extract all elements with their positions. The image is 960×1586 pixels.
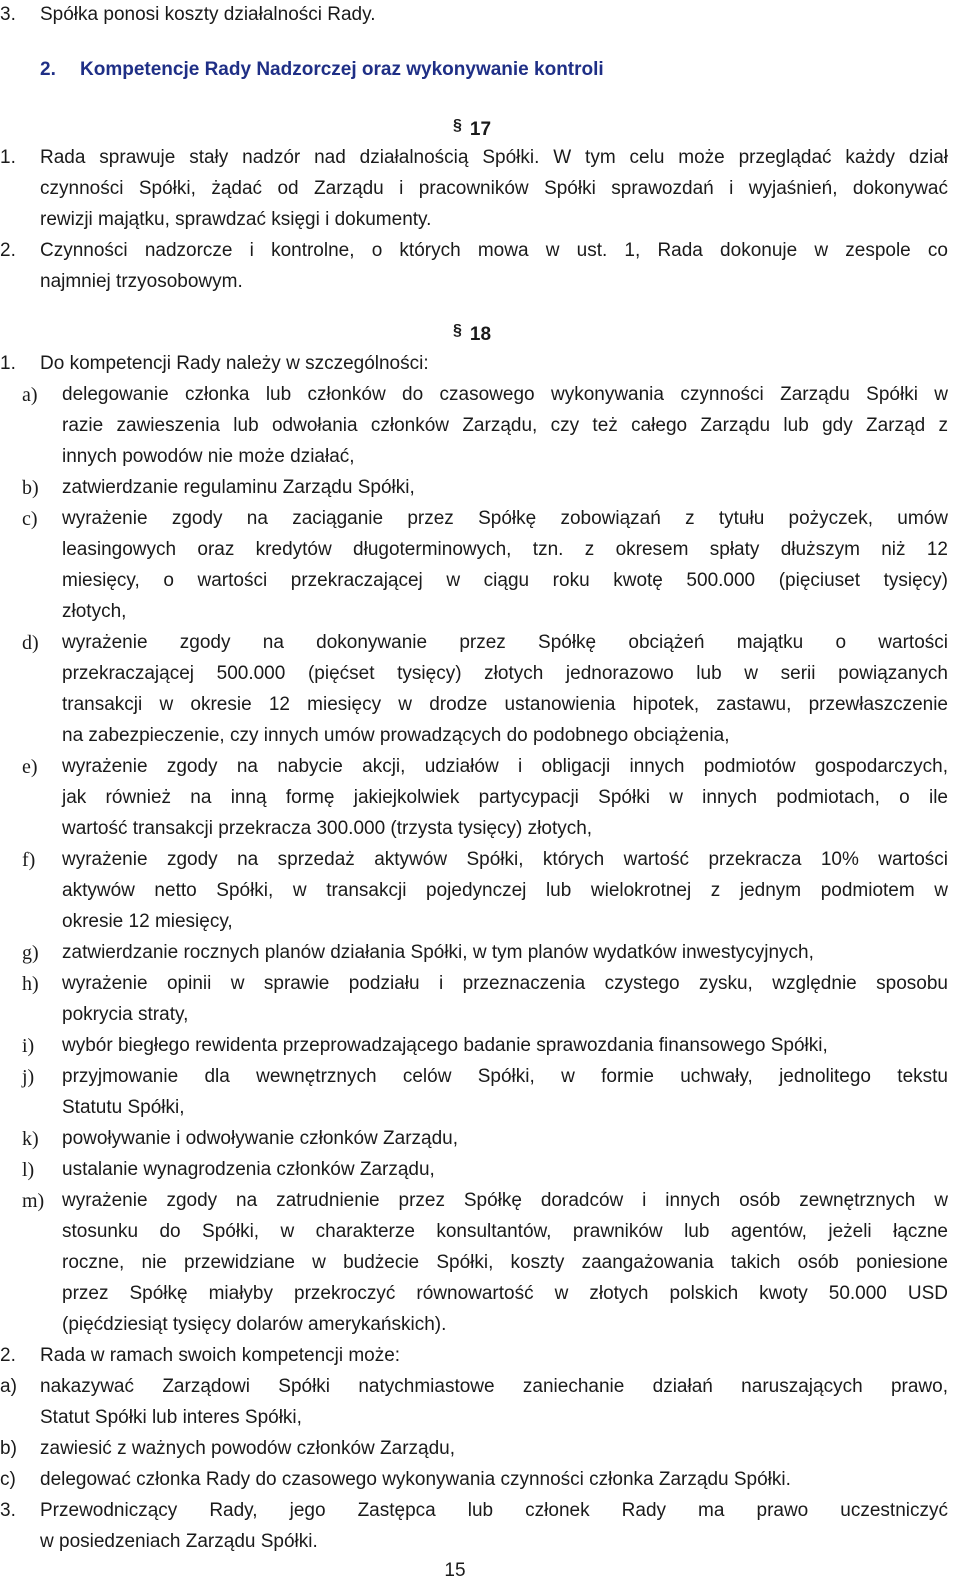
par18-p2-intro	[0, 1341, 960, 1371]
list-text: jak również na inną formę jakiejkolwiek partycypacji Spółki w innych podmiotach, o ile	[62, 787, 948, 808]
list-text: wyrażenie zgody na sprzedaż aktywów Spółki, których wartość przekracza 10% wartości	[62, 849, 948, 870]
point-number: 1.	[0, 353, 16, 374]
list-label: e)	[22, 756, 38, 778]
list-item-h	[0, 969, 960, 999]
p2-list-item-a-cont	[0, 1403, 960, 1433]
list-item-b	[0, 473, 960, 503]
list-item-d-cont	[0, 721, 960, 751]
list-label: k)	[22, 1128, 39, 1150]
item-3	[0, 0, 960, 30]
point-number: 2.	[0, 240, 16, 261]
list-item-a-cont	[0, 442, 960, 472]
list-text: innych powodów nie może działać,	[62, 446, 355, 467]
list-item-g	[0, 938, 960, 968]
list-text: wyrażenie zgody na zatrudnienie przez Spółkę doradców i innych osób zewnętrznych w	[62, 1190, 948, 1211]
item-number: 3.	[0, 4, 16, 25]
list-text: wyrażenie zgody na zaciąganie przez Spółkę zobowiązań z tytułu pożyczek, umów	[62, 508, 948, 529]
list-text: przekraczającej 500.000 (pięćset tysięcy) złotych jednorazowo lub w serii powiązanych	[62, 663, 948, 684]
point-number: 1.	[0, 147, 16, 168]
list-item-f-cont	[0, 907, 960, 937]
p2-list-item-b	[0, 1434, 960, 1464]
list-item-c-cont	[0, 535, 960, 565]
paragraph-18-heading	[453, 320, 553, 350]
list-text: wartość transakcji przekracza 300.000 (trzysta tysięcy) złotych,	[62, 818, 593, 839]
list-item-d	[0, 628, 960, 658]
list-text: wyrażenie zgody na nabycie akcji, udziałów i obligacji innych podmiotów gospodarczych,	[62, 756, 948, 777]
list-item-m-cont	[0, 1248, 960, 1278]
page-number: 15	[444, 1560, 466, 1581]
par17-p1-line-1	[0, 143, 960, 173]
point-text: rewizji majątku, sprawdzać księgi i dokumenty.	[40, 209, 432, 230]
list-label: b)	[22, 477, 39, 499]
par17-p2-line-2	[0, 267, 960, 297]
list-item-d-cont	[0, 659, 960, 689]
list-text: na zabezpieczenie, czy innych umów prowadzących do podobnego obciążenia,	[62, 725, 730, 746]
paragraph-number: 18	[469, 324, 492, 345]
list-text: aktywów netto Spółki, w transakcji pojedynczej lub wielokrotnej z jednym podmiotem w	[62, 880, 948, 901]
list-item-e	[0, 752, 960, 782]
list-label: i)	[22, 1035, 35, 1057]
list-label: h)	[22, 973, 39, 995]
par17-p1-line-3	[0, 205, 960, 235]
list-item-a	[0, 380, 960, 410]
list-text: razie zawieszenia lub odwołania członków Zarządu, czy też całego Zarządu lub gdy Zarząd z	[62, 415, 948, 436]
list-item-f	[0, 845, 960, 875]
list-label: l)	[22, 1159, 35, 1181]
point-number: 3.	[0, 1500, 16, 1521]
list-label: a)	[0, 1376, 17, 1397]
list-text: wybór biegłego rewidenta przeprowadzającego badanie sprawozdania finansowego Spółki,	[62, 1035, 828, 1056]
section-title: Kompetencje Rady Nadzorczej oraz wykonywanie kontroli	[80, 59, 604, 80]
list-item-m	[0, 1186, 960, 1216]
par17-p1-line-2	[0, 174, 960, 204]
par17-p2-line-1	[0, 236, 960, 266]
list-label: m)	[22, 1190, 45, 1212]
list-text: roczne, nie przewidziane w budżecie Spółki, koszty zaangażowania takich osób poniesione	[62, 1252, 948, 1273]
list-text: Statut Spółki lub interes Spółki,	[40, 1407, 302, 1428]
list-text: stosunku do Spółki, w charakterze konsultantów, prawników lub agentów, jeżeli łączne	[62, 1221, 948, 1242]
point-text: Rada sprawuje stały nadzór nad działalnością Spółki. W tym celu może przeglądać każdy dział	[40, 147, 948, 168]
point-text: Przewodniczący Rady, jego Zastępca lub członek Rady ma prawo uczestniczyć	[40, 1500, 948, 1521]
list-label: c)	[22, 508, 38, 530]
list-item-e-cont	[0, 783, 960, 813]
paragraph-number: 17	[469, 119, 492, 140]
list-text: ustalanie wynagrodzenia członków Zarządu,	[62, 1159, 435, 1180]
list-text: miesięcy, o wartości przekraczającej w ciągu roku kwotę 500.000 (pięciuset tysięcy)	[62, 570, 948, 591]
point-text: najmniej trzyosobowym.	[40, 271, 243, 292]
list-item-a-cont	[0, 411, 960, 441]
point-number: 2.	[0, 1345, 16, 1366]
paragraph-17-heading	[453, 115, 553, 145]
list-item-f-cont	[0, 876, 960, 906]
list-label: j)	[22, 1066, 35, 1088]
list-text: (pięćdziesiąt tysięcy dolarów amerykańskich).	[62, 1314, 447, 1335]
list-label: g)	[22, 942, 39, 964]
list-item-j	[0, 1062, 960, 1092]
point-text: Rada w ramach swoich kompetencji może:	[40, 1345, 401, 1366]
list-text: złotych,	[62, 601, 127, 622]
section-sign: §	[453, 322, 462, 339]
list-item-c	[0, 504, 960, 534]
list-item-m-cont	[0, 1310, 960, 1340]
list-item-e-cont	[0, 814, 960, 844]
list-text: wyrażenie zgody na dokonywanie przez Spółkę obciążeń majątku o wartości	[62, 632, 948, 653]
p2-list-item-a	[0, 1372, 960, 1402]
point-text: czynności Spółki, żądać od Zarządu i pracowników Spółki sprawozdań i wyjaśnień, dokonywać	[40, 178, 948, 199]
list-text: leasingowych oraz kredytów długoterminowych, tzn. z okresem spłaty dłuższym niż 12	[62, 539, 948, 560]
list-item-m-cont	[0, 1217, 960, 1247]
point-text: Czynności nadzorcze i kontrolne, o których mowa w ust. 1, Rada dokonuje w zespole co	[40, 240, 948, 261]
list-text: pokrycia straty,	[62, 1004, 189, 1025]
list-item-l	[0, 1155, 960, 1185]
list-item-j-cont	[0, 1093, 960, 1123]
list-text: okresie 12 miesięcy,	[62, 911, 233, 932]
list-text: przyjmowanie dla wewnętrznych celów Spółki, w formie uchwały, jednolitego tekstu	[62, 1066, 948, 1087]
list-text: zatwierdzanie rocznych planów działania Spółki, w tym planów wydatków inwestycyjnych,	[62, 942, 814, 963]
list-label: c)	[0, 1469, 16, 1490]
section-number: 2.	[40, 59, 56, 80]
point-text: w posiedzeniach Zarządu Spółki.	[40, 1531, 318, 1552]
list-item-i	[0, 1031, 960, 1061]
list-text: przez Spółkę miałyby przekroczyć równowartość w złotych polskich kwoty 50.000 USD	[62, 1283, 948, 1304]
item-text: Spółka ponosi koszty działalności Rady.	[40, 4, 376, 25]
list-label: a)	[22, 384, 38, 406]
list-text: Statutu Spółki,	[62, 1097, 185, 1118]
section-heading	[0, 55, 960, 85]
par18-p1-intro	[0, 349, 960, 379]
par18-p3-line-1	[0, 1496, 960, 1526]
point-text: Do kompetencji Rady należy w szczególności:	[40, 353, 429, 374]
list-text: nakazywać Zarządowi Spółki natychmiastowe zaniechanie działań naruszających prawo,	[40, 1376, 948, 1397]
list-text: delegowanie członka lub członków do czasowego wykonywania czynności Zarządu Spółki w	[62, 384, 948, 405]
p2-list-item-c	[0, 1465, 960, 1495]
list-text: zatwierdzanie regulaminu Zarządu Spółki,	[62, 477, 415, 498]
list-label: d)	[22, 632, 39, 654]
list-label: b)	[0, 1438, 17, 1459]
list-item-h-cont	[0, 1000, 960, 1030]
list-text: zawiesić z ważnych powodów członków Zarządu,	[40, 1438, 456, 1459]
list-label: f)	[22, 849, 36, 871]
list-item-d-cont	[0, 690, 960, 720]
list-item-c-cont	[0, 597, 960, 627]
list-item-c-cont	[0, 566, 960, 596]
list-text: delegować członka Rady do czasowego wykonywania czynności członka Zarządu Spółki.	[40, 1469, 791, 1490]
par18-p3-line-2	[0, 1527, 960, 1557]
list-text: wyrażenie opinii w sprawie podziału i przeznaczenia czystego zysku, względnie sposobu	[62, 973, 948, 994]
list-item-m-cont	[0, 1279, 960, 1309]
list-item-k	[0, 1124, 960, 1154]
list-text: transakcji w okresie 12 miesięcy w drodze ustanowienia hipotek, zastawu, przewłaszczenie	[62, 694, 948, 715]
section-sign: §	[453, 117, 462, 134]
list-text: powoływanie i odwoływanie członków Zarządu,	[62, 1128, 459, 1149]
